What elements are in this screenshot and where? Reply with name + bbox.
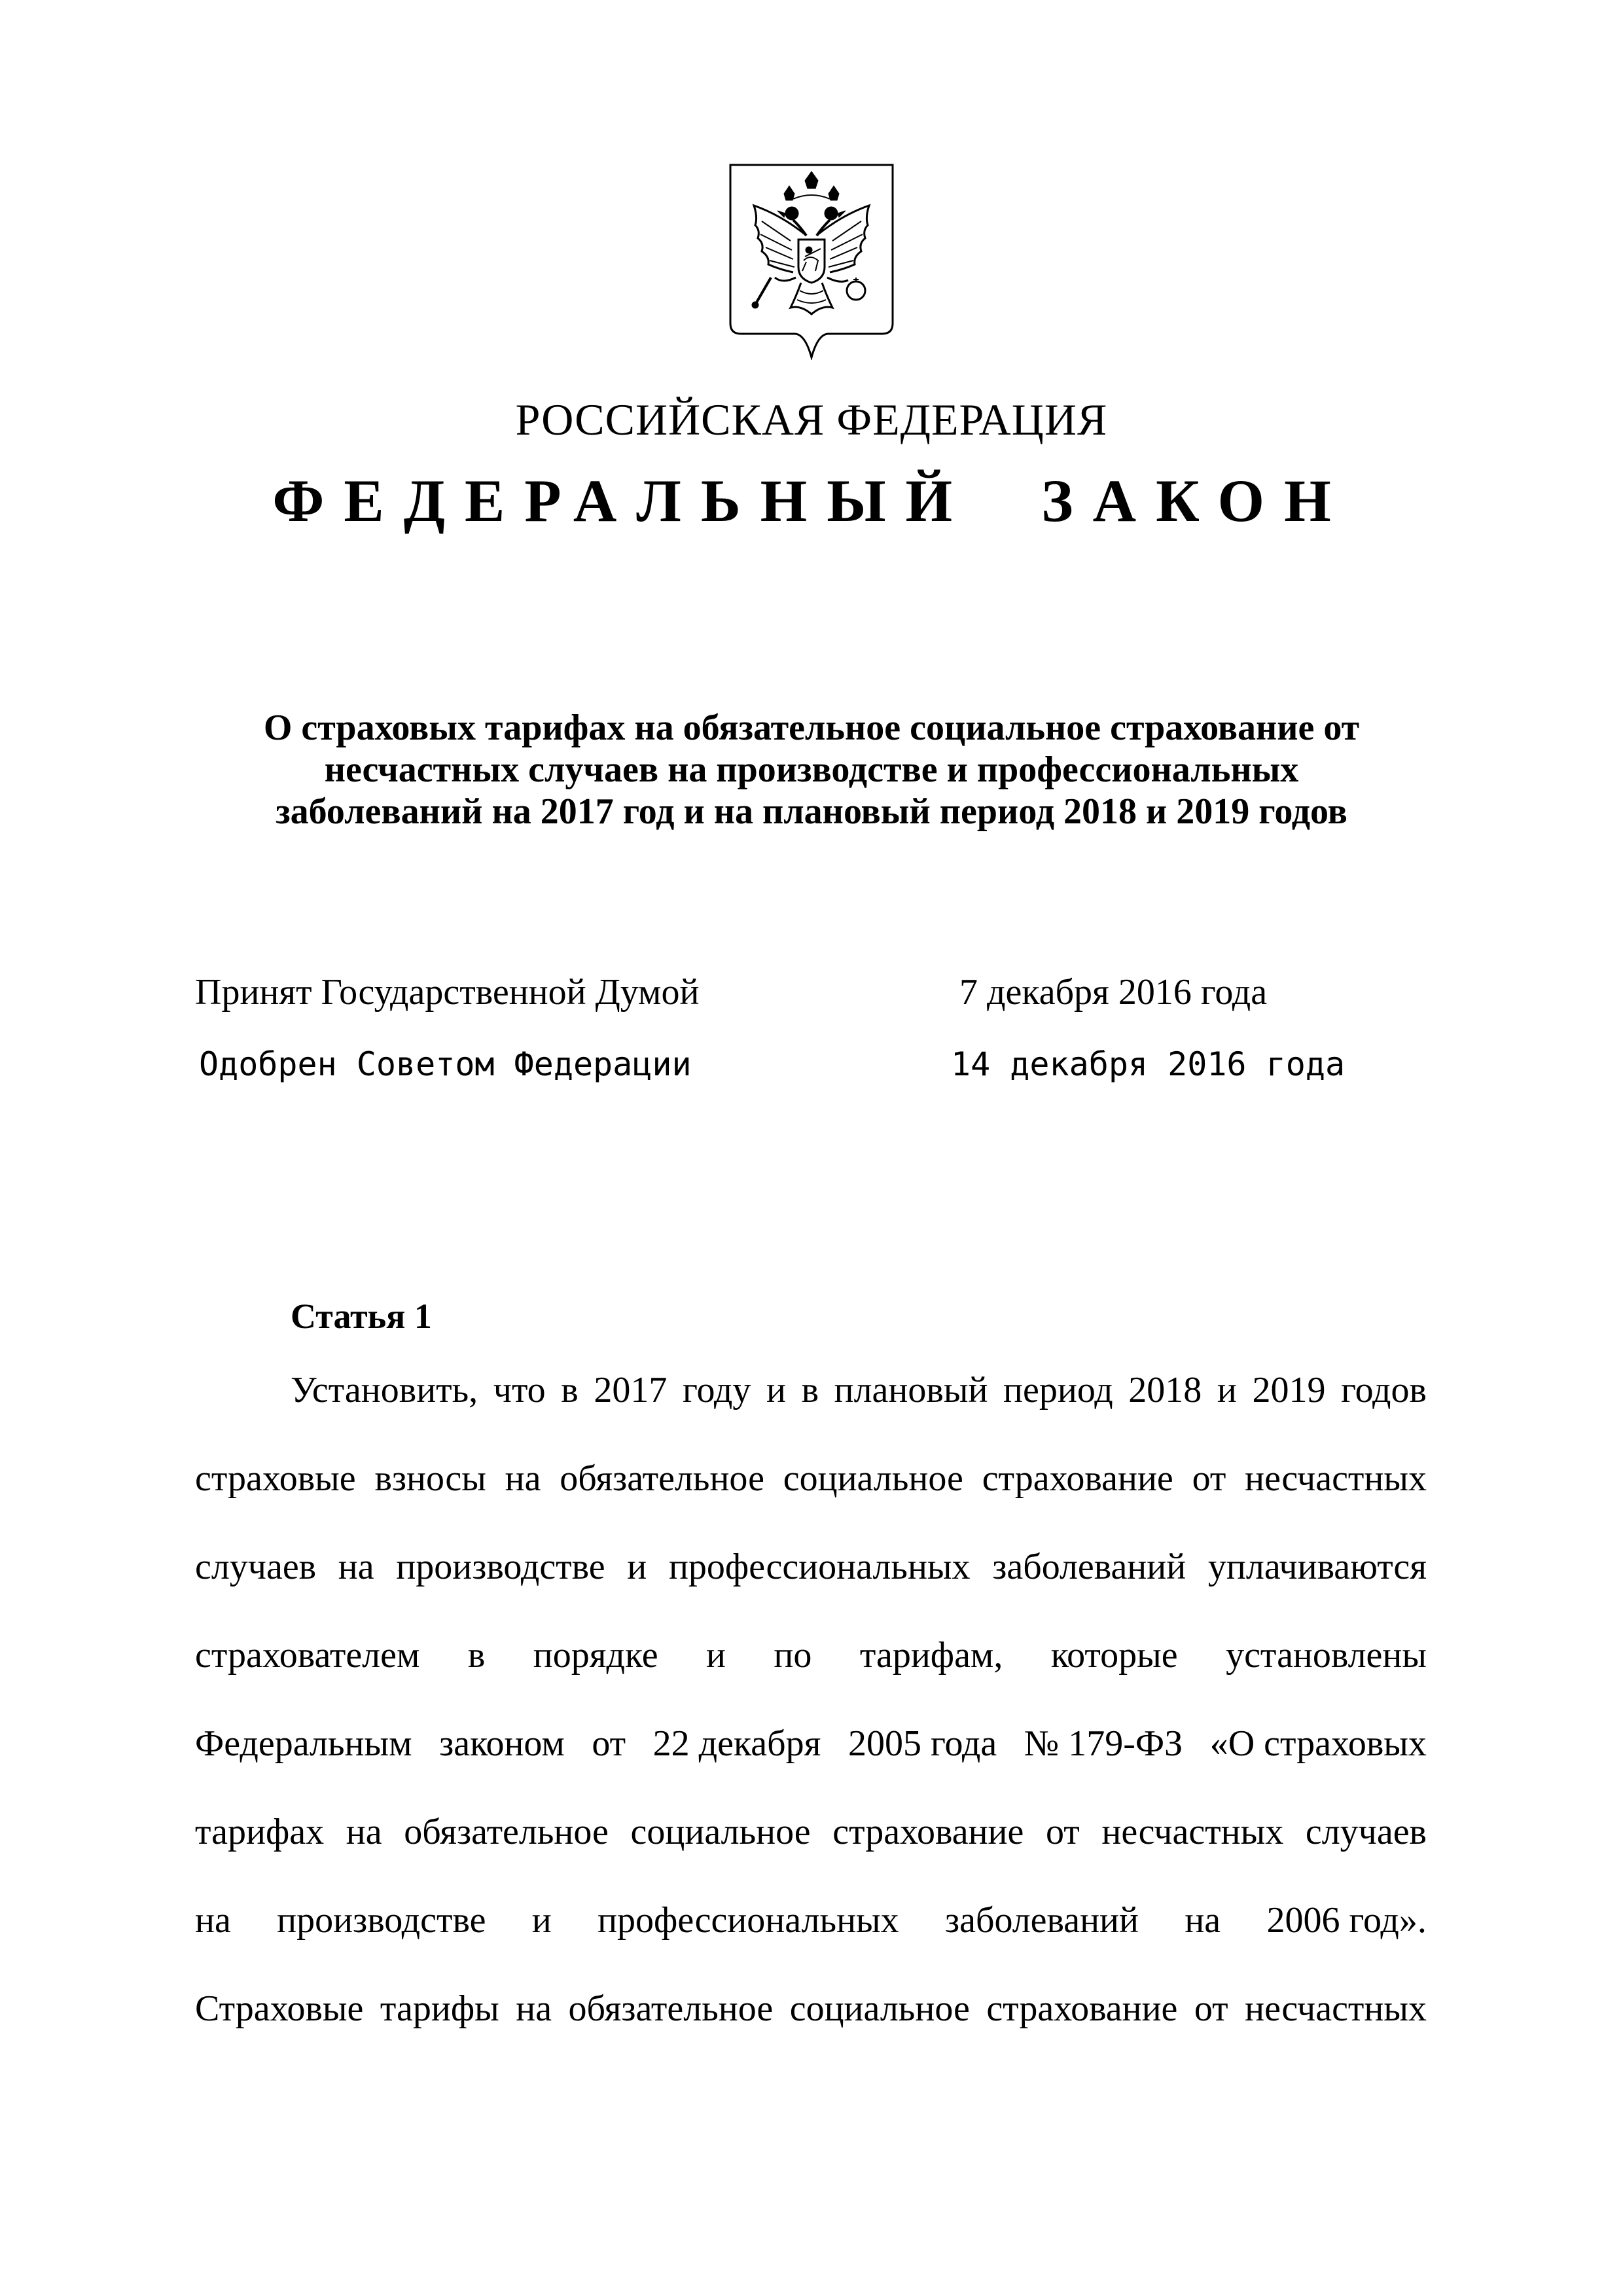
word: тарифам, [859, 1635, 1003, 1676]
word: на [1185, 1900, 1221, 1941]
word: законом [439, 1723, 565, 1764]
word: порядке [533, 1635, 658, 1676]
word: 2006 год». [1266, 1900, 1427, 1941]
word: № 179-ФЗ [1024, 1723, 1183, 1764]
word: страхователем [195, 1635, 420, 1676]
word: и [706, 1635, 726, 1676]
word: установлены [1226, 1635, 1427, 1676]
article-line-1 [291, 1367, 1427, 1414]
word: и [531, 1900, 552, 1941]
law-title-line: несчастных случаев на производстве и профессиональных [324, 749, 1299, 790]
law-title-line: заболеваний на 2017 год и на плановый период 2018 и 2019 годов [276, 791, 1347, 832]
article-line-text: страховые взносы на обязательное социальное страхование от несчастных [195, 1458, 1427, 1499]
article-line-8 [195, 1985, 1427, 2032]
duma-date: 7 декабря 2016 года [959, 972, 1268, 1013]
word: заболеваний [944, 1900, 1139, 1941]
word: которые [1050, 1635, 1178, 1676]
word: «О страховых [1209, 1723, 1427, 1764]
article-line-6 [195, 1808, 1427, 1856]
article-line-text: тарифах на обязательное социальное страхование от несчастных случаев [195, 1812, 1427, 1852]
article-line-4 [195, 1632, 1427, 1679]
word: по [774, 1635, 812, 1676]
word: в [467, 1635, 486, 1676]
country-name: РОССИЙСКАЯ ФЕДЕРАЦИЯ [515, 395, 1108, 444]
article-line-text: Страховые тарифы на обязательное социальное страхование от несчастных [195, 1988, 1427, 2029]
duma-label: Принят Государственной Думой [195, 972, 700, 1013]
law-title-line: О страховых тарифах на обязательное социальное страхование от [263, 708, 1360, 748]
word: Федеральным [195, 1723, 412, 1764]
article-line-7 [195, 1897, 1427, 1944]
article-line-text: случаев на производстве и профессиональных заболеваний уплачиваются [195, 1547, 1427, 1587]
council-date: 14 декабря 2016 года [951, 1045, 1346, 1083]
document-type: ФЕДЕРАЛЬНЫЙ ЗАКОН [272, 467, 1351, 534]
law-title [196, 707, 1427, 833]
word: 2005 года [847, 1723, 997, 1764]
article-heading: Статья 1 [291, 1297, 432, 1336]
article-line-text: Установить, что в 2017 году и в плановый период 2018 и 2019 годов [291, 1370, 1427, 1410]
word: профессиональных [597, 1900, 899, 1941]
state-emblem [728, 162, 895, 360]
word: производстве [277, 1900, 486, 1941]
word: 22 декабря [652, 1723, 821, 1764]
council-label: Одобрен Советом Федерации [199, 1045, 692, 1083]
word: от [592, 1723, 626, 1764]
article-line-5 [195, 1720, 1427, 1767]
article-line-2 [195, 1455, 1427, 1502]
article-line-3 [195, 1543, 1427, 1590]
word: на [195, 1900, 231, 1941]
